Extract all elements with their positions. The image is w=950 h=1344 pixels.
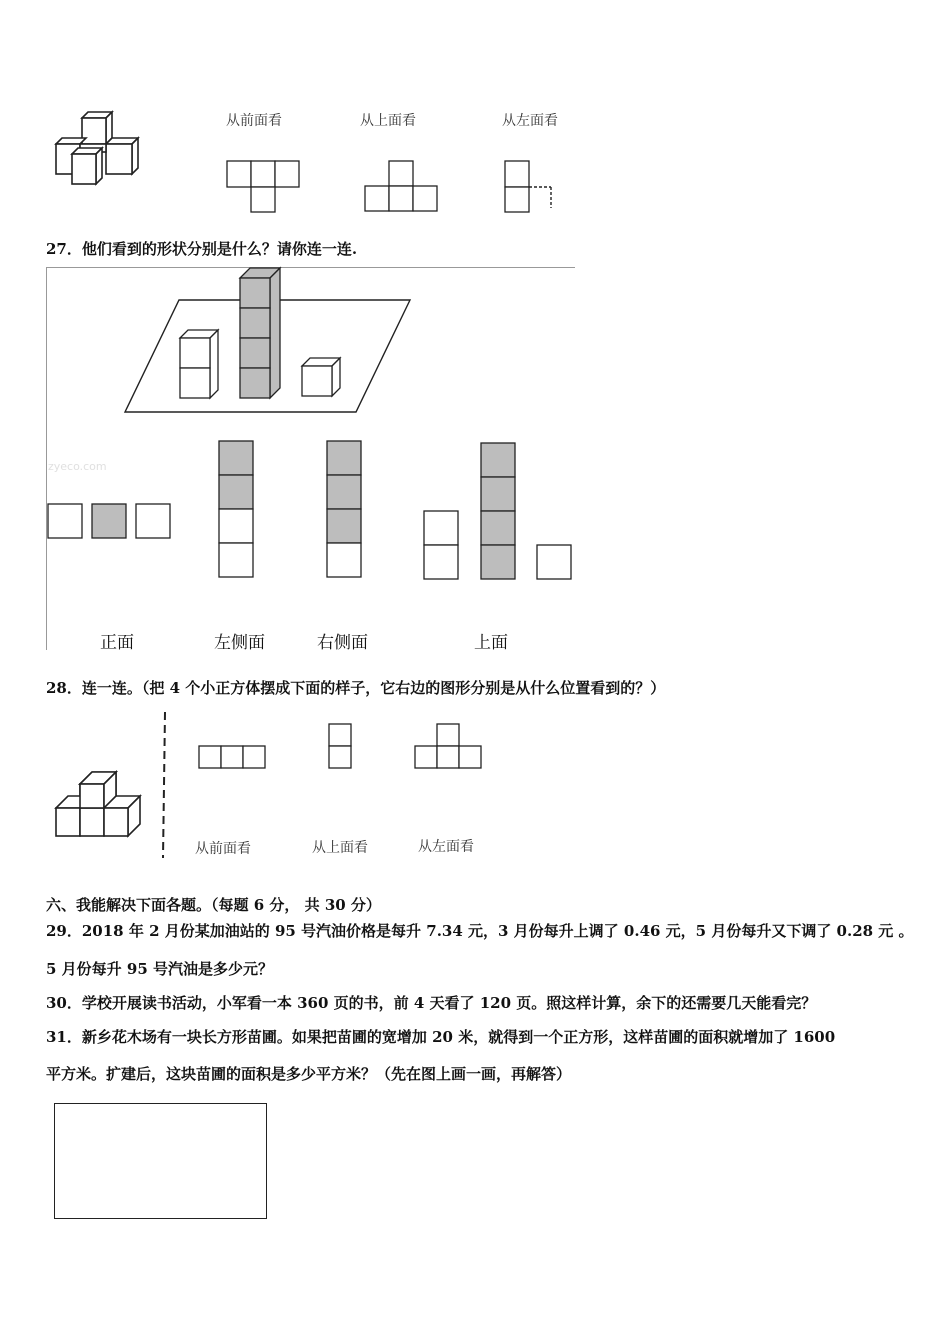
q26-top-view-option (364, 160, 440, 214)
q27-scene-figure (120, 266, 420, 416)
q29-line2: 5 月份每升 95 号汽油是多少元？ (46, 960, 273, 978)
q27-top-view (422, 441, 576, 585)
q30-text: 30．学校开展读书活动，小军看一本 360 页的书，前 4 天看了 120 页。照这样计算，余下的还需要几天能看完？ (46, 994, 817, 1012)
q29-line1: 29．2018 年 2 月份某加油站的 95 号汽油价格是每升 7.34 元，3 月份每升上调了 0.46 元，5 月份每升又下调了 0.28 元 。 (46, 922, 914, 940)
q26-front-view-option (226, 160, 302, 214)
q26-label-left: 从左面看 (502, 113, 558, 129)
q26-left-view-option (504, 160, 556, 214)
q27-watermark: zyeco.com (48, 460, 107, 473)
q28-view-two-column (327, 722, 353, 770)
q27-front-view (46, 502, 176, 542)
q31-line2: 平方米。扩建后，这块苗圃的面积是多少平方米？（先在图上画一画，再解答） (46, 1065, 572, 1083)
q28-view-t-shape (413, 722, 483, 770)
q26-label-top: 从上面看 (360, 113, 416, 129)
q27-label-front: 正面 (100, 633, 134, 653)
q27-text: 27．他们看到的形状分别是什么？请你连一连. (46, 240, 358, 258)
q27-left-side-view (217, 439, 257, 583)
q28-dashed-divider (160, 710, 170, 860)
q27-right-side-view (325, 439, 365, 583)
section6-heading: 六、我能解决下面各题。（每题 6 分， 共 30 分） (46, 896, 381, 914)
q28-text: 28．连一连。（把 4 个小正方体摆成下面的样子，它右边的图形分别是从什么位置看到的？） (46, 679, 666, 697)
q31-line1: 31．新乡花木场有一块长方形苗圃。如果把苗圃的宽增加 20 米，就得到一个正方形，这样苗圃的面积就增加了 1600 (46, 1028, 836, 1046)
q27-label-left-side: 左侧面 (214, 633, 265, 653)
q28-label-top: 从上面看 (312, 840, 368, 856)
q28-cube-stack-figure (52, 768, 152, 840)
q26-label-front: 从前面看 (226, 113, 282, 129)
q31-rectangle-field[interactable] (54, 1103, 267, 1219)
q26-cube-stack-figure (50, 108, 150, 190)
q28-view-three-row (197, 744, 267, 770)
q27-label-right-side: 右侧面 (317, 633, 368, 653)
q28-label-left: 从左面看 (418, 839, 474, 855)
q27-label-top: 上面 (474, 633, 508, 653)
q28-label-front: 从前面看 (195, 841, 251, 857)
